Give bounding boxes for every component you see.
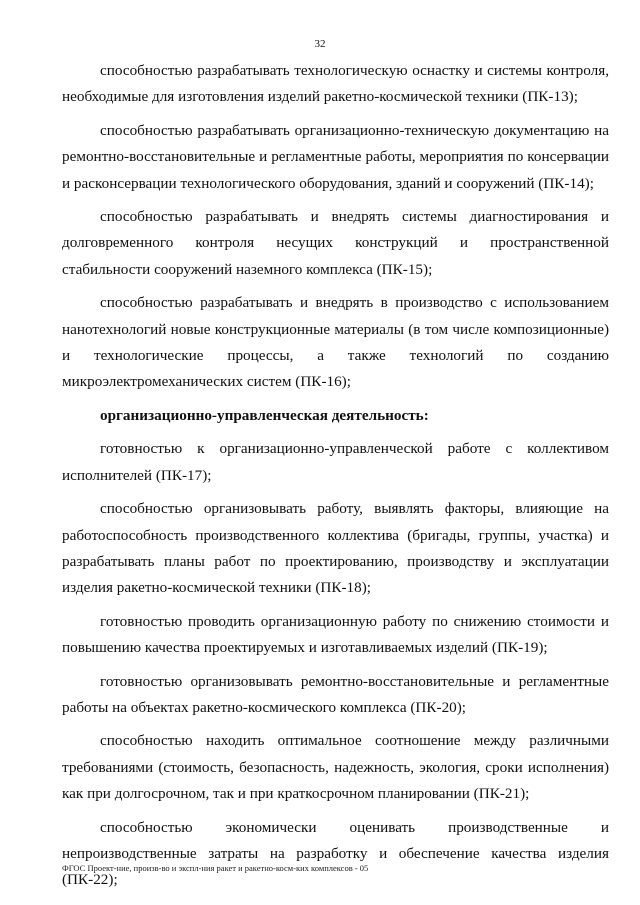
paragraph-pk-22: способностью экономически оценивать производственные и непроизводственные затраты на разработку и обеспечение качества изделия (ПК-22); <box>62 818 609 889</box>
paragraph-pk-21: способностью находить оптимальное соотношение между различными требованиями (стоимость, безопасность, надежность, экология, сроки исполнения) как при долгосрочном, так и при краткосрочном планировании (ПК-21); <box>62 732 609 803</box>
page-footer: ФГОС Проект-ние, произв-во и экспл-ния ракет и ракетно-косм-ких комплексов - 05 <box>62 863 369 873</box>
page-number: 32 <box>314 38 326 50</box>
paragraph-pk-19: готовностью проводить организационную работу по снижению стоимости и повышению качества проектируемых и изготавливаемых изделий (ПК-19); <box>62 612 609 657</box>
paragraph-pk-16: способностью разрабатывать и внедрять в производство с использованием нанотехнологий новые конструкционные материалы (в том числе композиционные) и технологические процессы, а также технологий по созданию микроэлектромеханических систем (ПК-16); <box>62 294 609 391</box>
paragraph-pk-18: способностью организовывать работу, выявлять факторы, влияющие на работоспособность производственного коллектива (бригады, группы, участка) и разрабатывать планы работ по проектированию, производству и эксплуатации изделия ракетно-космической техники (ПК-18); <box>62 500 609 597</box>
paragraph-pk-15: способностью разрабатывать и внедрять системы диагностирования и долговременного контроля несущих конструкций и пространственной стабильности сооружений наземного комплекса (ПК-15); <box>62 208 609 278</box>
paragraph-pk-14: способностью разрабатывать организационно-техническую документацию на ремонтно-восстановительные и регламентные работы, мероприятия по консервации и расконсервации технологического оборудования, зданий и сооружений (ПК-14); <box>62 121 609 192</box>
section-heading: организационно-управленческая деятельность: <box>100 406 429 424</box>
paragraph-pk-13: способностью разрабатывать технологическую оснастку и системы контроля, необходимые для изготовления изделий ракетно-космической техники (ПК-13); <box>62 62 609 106</box>
paragraph-pk-17: готовностью к организационно-управленческой работе с коллективом исполнителей (ПК-17); <box>62 440 609 484</box>
document-body <box>62 58 609 894</box>
paragraph-pk-20: готовностью организовывать ремонтно-восстановительные и регламентные работы на объектах ракетно-космического комплекса (ПК-20); <box>62 672 609 716</box>
